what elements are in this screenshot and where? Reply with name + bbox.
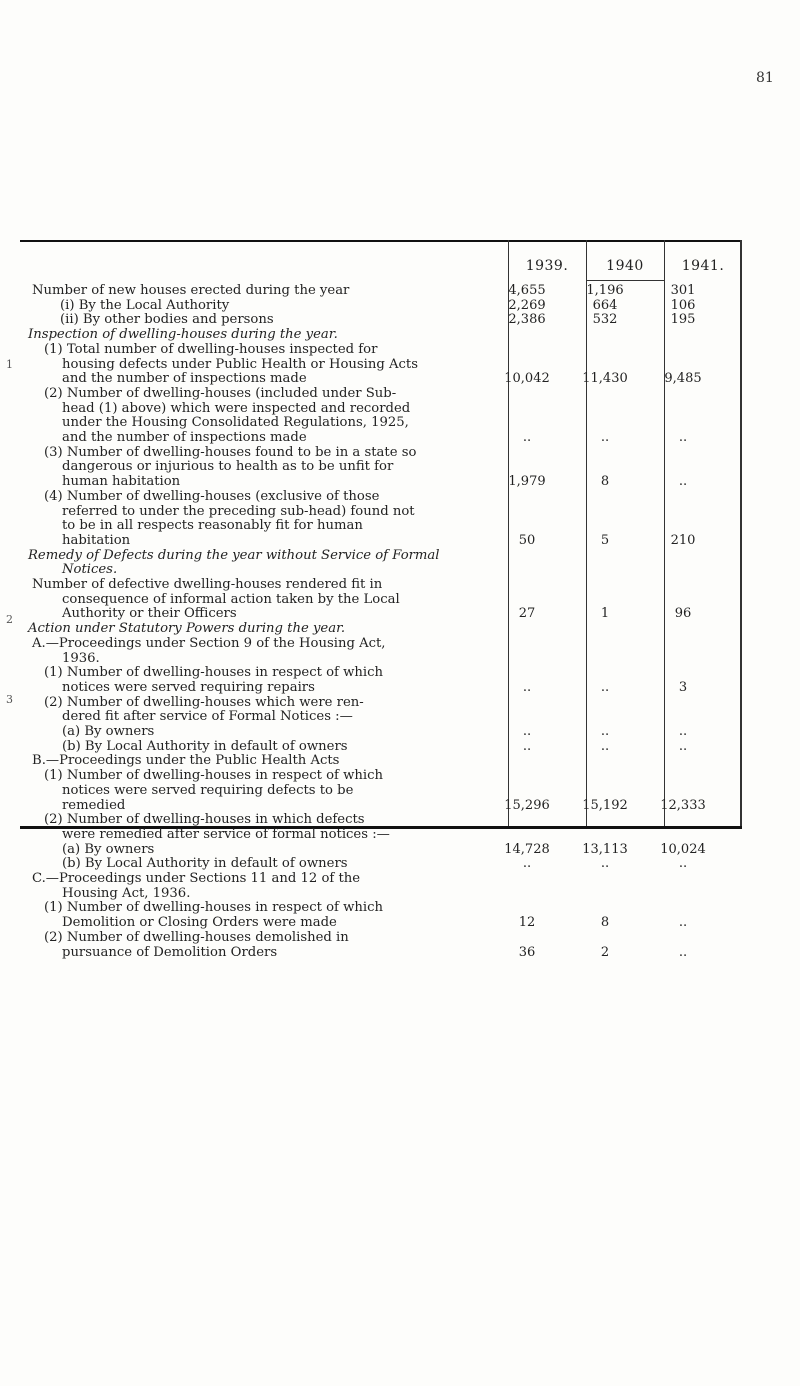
- margin-mark: 1: [6, 358, 13, 371]
- value-cell: 50: [518, 532, 536, 548]
- row-label: (b) By Local Authority in default of owners: [62, 738, 348, 754]
- table-top-rule: [20, 240, 742, 242]
- value-cell: ..: [678, 474, 688, 490]
- value-cell: 10,024: [660, 841, 706, 857]
- row-label: (1) Number of dwelling-houses in respect of which: [44, 900, 383, 916]
- value-cell: ..: [600, 724, 610, 739]
- value-cell: 301: [670, 283, 696, 298]
- row-label: (2) Number of dwelling-houses demolished in: [44, 929, 349, 945]
- value-cell: 2,386: [508, 312, 546, 328]
- value-cell: 1: [600, 606, 610, 622]
- value-cell: 5: [600, 532, 610, 548]
- value-cell: 210: [670, 532, 696, 548]
- row-label: Demolition or Closing Orders were made: [62, 915, 337, 931]
- value-cell: ..: [522, 738, 532, 754]
- value-cell: ..: [678, 944, 688, 960]
- value-cell: ..: [678, 724, 688, 739]
- value-cell: ..: [600, 679, 610, 695]
- row-label: referred to under the preceding sub-head) found not: [62, 503, 415, 519]
- row-label: dangerous or injurious to health as to be unfit for: [62, 459, 394, 475]
- row-label: (2) Number of dwelling-houses in which defects: [44, 812, 365, 828]
- row-label: Action under Statutory Powers during the year.: [28, 621, 346, 637]
- row-label: under the Housing Consolidated Regulations, 1925,: [62, 415, 409, 431]
- value-cell: 15,296: [504, 797, 550, 813]
- value-cell: 27: [518, 606, 536, 622]
- value-cell: ..: [522, 430, 532, 445]
- row-label: habitation: [62, 532, 131, 548]
- value-cell: ..: [600, 430, 610, 445]
- value-cell: ..: [600, 856, 610, 872]
- row-label: notices were served requiring defects to be: [62, 782, 354, 798]
- value-cell: 12,333: [660, 797, 706, 813]
- value-cell: ..: [678, 430, 688, 445]
- value-cell: ..: [522, 724, 532, 739]
- row-label: (a) By owners: [62, 724, 155, 739]
- row-label: remedied: [62, 797, 126, 813]
- row-label: consequence of informal action taken by the Local: [62, 591, 400, 607]
- header-rule: [586, 280, 664, 281]
- value-cell: 11,430: [582, 371, 628, 387]
- margin-mark: 3: [6, 693, 13, 706]
- row-label: (1) Number of dwelling-houses in respect of which: [44, 665, 383, 681]
- value-cell: 106: [670, 297, 696, 313]
- value-cell: 4,655: [508, 283, 546, 298]
- row-label: dered fit after service of Formal Notices :—: [62, 709, 353, 725]
- row-label: (i) By the Local Authority: [60, 297, 230, 313]
- row-label: human habitation: [62, 474, 181, 490]
- value-cell: 1,196: [586, 283, 624, 298]
- value-cell: 3: [678, 679, 688, 695]
- row-label: housing defects under Public Health or Housing Acts: [62, 356, 418, 372]
- row-label: (1) Total number of dwelling-houses inspected for: [44, 341, 378, 357]
- row-label: 1936.: [62, 650, 100, 666]
- value-cell: 2: [600, 944, 610, 960]
- value-cell: 12: [518, 915, 536, 931]
- row-label: (ii) By other bodies and persons: [60, 312, 274, 328]
- margin-mark: 2: [6, 613, 13, 626]
- column-divider-right: [740, 240, 742, 826]
- value-cell: 532: [592, 312, 618, 328]
- row-label: and the number of inspections made: [62, 430, 307, 445]
- row-label: head (1) above) which were inspected and recorded: [62, 400, 411, 416]
- year-header-1940: 1940: [606, 258, 644, 274]
- row-label: and the number of inspections made: [62, 371, 307, 387]
- row-label: were remedied after service of formal notices :—: [62, 826, 390, 842]
- value-cell: 8: [600, 915, 610, 931]
- value-cell: 2,269: [508, 297, 546, 313]
- row-label: Number of new houses erected during the year: [32, 283, 350, 298]
- year-header-1941: 1941.: [681, 258, 725, 274]
- value-cell: 8: [600, 474, 610, 490]
- row-label: (4) Number of dwelling-houses (exclusive of those: [44, 488, 380, 504]
- row-label: Authority or their Officers: [62, 606, 237, 622]
- row-label: (2) Number of dwelling-houses which were ren-: [44, 694, 364, 710]
- value-cell: 195: [670, 312, 696, 328]
- value-cell: 1,979: [508, 474, 546, 490]
- row-label: pursuance of Demolition Orders: [62, 944, 278, 960]
- row-label: (a) By owners: [62, 841, 155, 857]
- value-cell: ..: [678, 738, 688, 754]
- row-label: Remedy of Defects during the year without Service of Formal: [28, 547, 440, 563]
- row-label: notices were served requiring repairs: [62, 679, 315, 695]
- value-cell: 15,192: [582, 797, 628, 813]
- row-label: B.—Proceedings under the Public Health Acts: [32, 753, 340, 769]
- value-cell: ..: [522, 679, 532, 695]
- row-label: Number of defective dwelling-houses rendered fit in: [32, 577, 383, 592]
- value-cell: 14,728: [504, 841, 550, 857]
- value-cell: ..: [600, 738, 610, 754]
- row-label: (3) Number of dwelling-houses found to be in a state so: [44, 444, 417, 460]
- row-label: Housing Act, 1936.: [62, 885, 191, 901]
- year-header-1939: 1939.: [525, 258, 569, 274]
- row-label: Inspection of dwelling-houses during the year.: [28, 327, 338, 343]
- row-label: A.—Proceedings under Section 9 of the Housing Act,: [32, 635, 386, 651]
- value-cell: 10,042: [504, 371, 550, 387]
- row-label: to be in all respects reasonably fit for human: [62, 518, 363, 534]
- value-cell: ..: [678, 915, 688, 931]
- value-cell: 96: [674, 606, 692, 622]
- page-number: 81: [756, 70, 774, 86]
- value-cell: 13,113: [582, 841, 628, 857]
- value-cell: 36: [518, 944, 536, 960]
- row-label: (1) Number of dwelling-houses in respect of which: [44, 768, 383, 784]
- row-label: (b) By Local Authority in default of owners: [62, 856, 348, 872]
- value-cell: ..: [678, 856, 688, 872]
- value-cell: 664: [592, 297, 618, 313]
- value-cell: ..: [522, 856, 532, 872]
- row-label: C.—Proceedings under Sections 11 and 12 of the: [32, 871, 361, 886]
- row-label: (2) Number of dwelling-houses (included under Sub-: [44, 385, 397, 401]
- row-label: Notices.: [62, 562, 118, 578]
- value-cell: 9,485: [664, 371, 702, 387]
